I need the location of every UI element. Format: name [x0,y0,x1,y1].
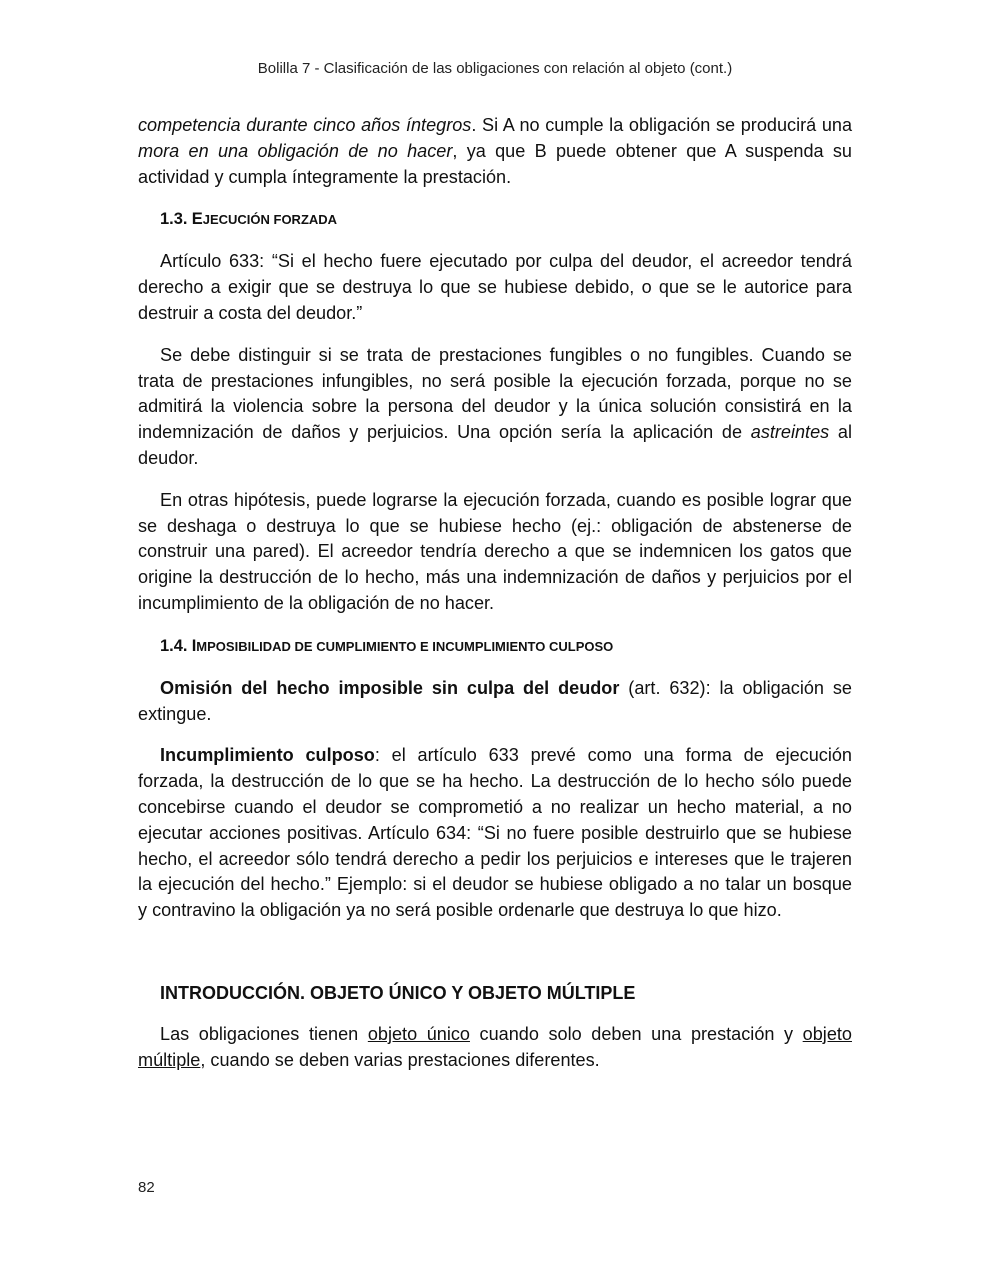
paragraph-text: , cuando se deben varias prestaciones diferentes. [200,1049,600,1070]
section-heading-ejecucion-forzada [160,206,852,233]
paragraph-text: Se debe distinguir si se trata de prestaciones fungibles o no fungibles. Cuando se trata de prestaciones infungibles, no será posible la ejecución forzada, porque no se admitirá la violencia sobre la persona del deudor y la única solución consistirá en la indemnización de daños y perjuicios. Una opción sería la aplicación de [138,344,852,443]
section-heading-imposibilidad [160,633,852,660]
page-number: 82 [138,1179,155,1196]
paragraph-mora [138,113,852,190]
paragraph-text: (art. 632): la obligación se extingue. [138,677,852,724]
bold-term: Omisión del hecho imposible sin culpa del deudor [160,677,620,698]
paragraph-text: : el artículo 633 prevé como una forma de ejecución forzada, la destrucción de lo que se ha hecho. La destrucción de lo hecho sólo puede concebirse cuando el deudor se comprometió a no realizar un hecho material, a no ejecutar acciones positivas. Artículo 634: “Si no fuere posible destruirlo que se hubiese hecho, el acreedor sólo tendrá derecho a pedir los perjuicios e intereses que le trajeren la ejecución del hecho.” Ejemplo: si el deudor se hubiese obligado a no talar un bosque y contravino la obligación ya no será posible ordenarle que destruya lo que hizo. [138,745,852,921]
paragraph-text: , ya que B puede obtener que A suspenda su actividad y cumpla íntegramente la prestación. [138,140,852,187]
italic-mora: mora en una obligación de no hacer [138,140,453,161]
section-title-introduccion: INTRODUCCIÓN. OBJETO ÚNICO Y OBJETO MÚLTIPLE [160,982,636,1003]
heading-rest: JECUCIÓN FORZADA [202,212,338,228]
paragraph-text: . Si A no cumple la obligación se producirá una [471,115,853,135]
paragraph-objeto [138,1022,852,1074]
paragraph-text: Las obligaciones tienen [160,1023,368,1044]
paragraph-incumplimiento [138,743,852,924]
paragraph-omision [138,676,852,728]
page-body [138,113,852,1090]
section-number: 1.3. [160,210,188,229]
heading-rest: MPOSIBILIDAD DE CUMPLIMIENTO E INCUMPLIMIENTO CULPOSO [196,638,614,654]
paragraph-text: cuando solo deben una prestación y [469,1023,803,1044]
running-header: Bolilla 7 - Clasificación de las obligaciones con relación al objeto (cont.) [257,60,733,77]
heading-initial: I [191,636,197,655]
underlined-term: objeto múltiple [138,1023,852,1070]
italic-astreintes: astreintes [750,422,830,443]
paragraph-otras-hipotesis: En otras hipótesis, puede lograrse la ejecución forzada, cuando es posible lograr que se deshaga o destruya lo que se hubiese hecho (ej.: obligación de abstenerse de construir una pared). El acreedor tendría derecho a que se indemnicen los gatos que origine la destrucción de lo hecho, más una indemnización de daños y perjuicios por el incumplimiento de la obligación de no hacer. [138,489,852,613]
paragraph-fungibles [138,343,852,472]
paragraph-articulo-633: Artículo 633: “Si el hecho fuere ejecutado por culpa del deudor, el acreedor tendrá derecho a exigir que se destruya lo que se hubiese debido, o que se le autorice para destruir a costa del deudor.” [138,251,852,323]
section-number: 1.4. [160,636,188,655]
heading-initial: E [191,210,203,229]
underlined-term: objeto único [367,1023,470,1044]
bold-term: Incumplimiento culposo [160,745,375,766]
paragraph-text: al deudor. [138,422,852,468]
italic-competencia: competencia durante cinco años íntegros [138,115,472,135]
